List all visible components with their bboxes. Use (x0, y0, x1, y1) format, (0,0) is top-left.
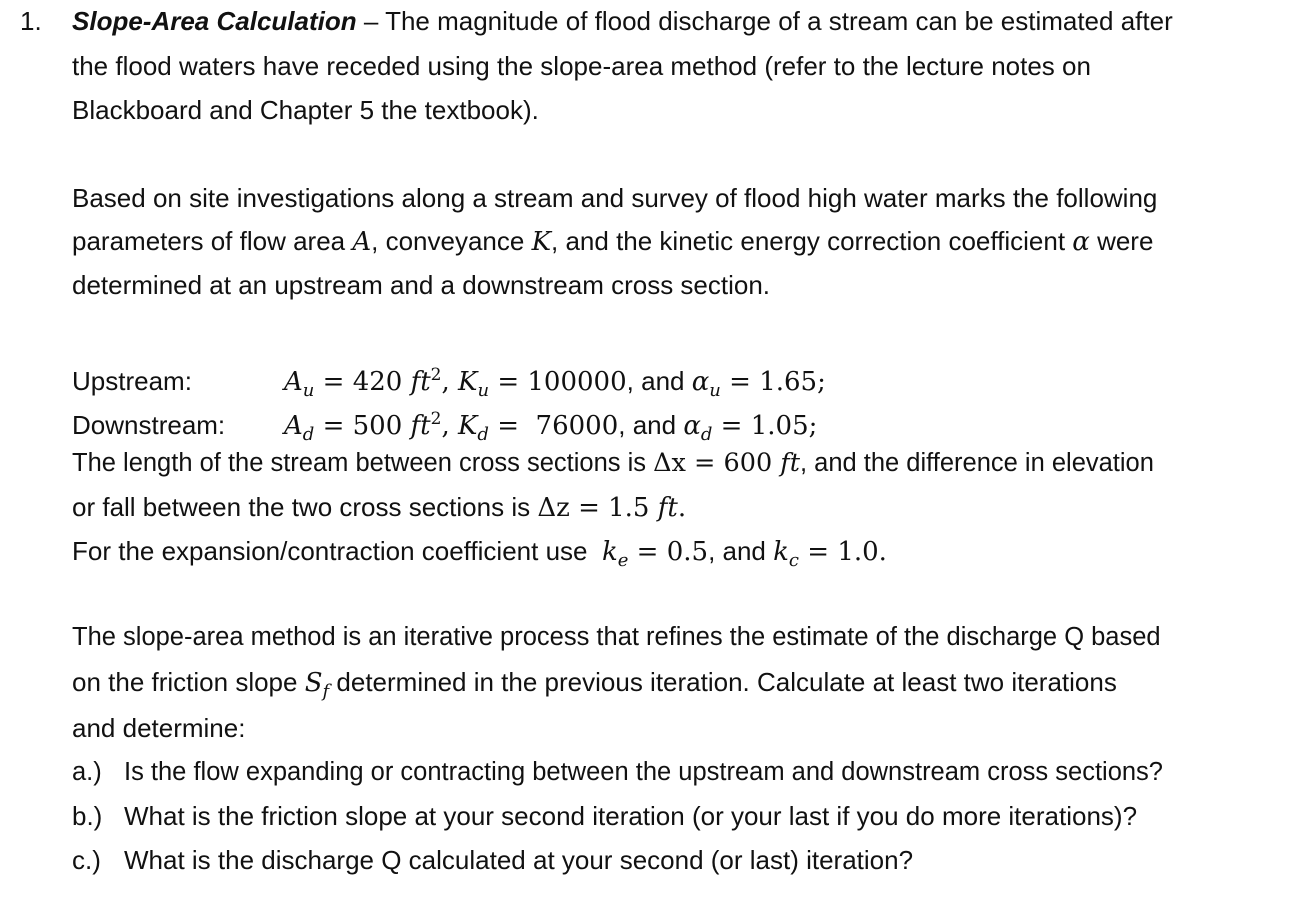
exponent: 2 (430, 409, 442, 429)
area-symbol: A (284, 367, 303, 397)
exponent: 2 (430, 365, 442, 385)
unit: ft (410, 367, 431, 397)
ke-value: 0.5 (666, 537, 709, 567)
text-segment: The length of the stream between cross sections is (72, 449, 654, 477)
question-text: Is the flow expanding or contracting between the upstream and downstream cross sections? (124, 758, 1163, 786)
site-investigation-line-3: determined at an upstream and a downstream cross section. (72, 270, 771, 300)
upstream-label: Upstream: (72, 366, 192, 396)
downstream-label: Downstream: (72, 410, 226, 440)
site-investigation-line-2 (72, 224, 1153, 259)
conveyance-symbol: K (458, 367, 478, 397)
subscript: d (700, 424, 713, 445)
k-symbol: k (773, 537, 789, 567)
conveyance-symbol: K (457, 411, 478, 441)
intro-line-1 (72, 4, 1173, 38)
subscript: d (302, 424, 315, 445)
area-symbol: A (284, 411, 303, 441)
equals: = (720, 367, 760, 397)
intro-line-2: the flood waters have receded using the slope-area method (refer to the lecture notes on (72, 51, 1091, 81)
text-segment: , and (708, 536, 774, 566)
subscript: e (617, 550, 629, 571)
unit: ft (780, 448, 800, 478)
question-c (72, 843, 913, 877)
text-segment: For the expansion/contraction coefficient use (72, 536, 602, 566)
equals: = (314, 411, 353, 441)
delta-x-expression: Δx = 600 (653, 448, 781, 478)
stream-length-line (72, 446, 1154, 480)
text-segment: , and (626, 366, 692, 396)
subscript: u (477, 380, 490, 401)
question-b (72, 799, 1137, 833)
text-segment: , and the difference in elevation (799, 449, 1154, 477)
problem-number: 1. (20, 6, 42, 36)
equals: = (628, 537, 667, 567)
subscript: u (302, 380, 315, 401)
text-segment: on the friction slope (72, 667, 305, 697)
upstream-k-value: 100000 (527, 367, 627, 397)
equals: = (314, 367, 353, 397)
period: . (677, 493, 687, 523)
iteration-line-3: and determine: (72, 713, 246, 743)
question-text: What is the friction slope at your second iteration (or your last if you do more iterations)? (124, 801, 1138, 831)
equals: = (488, 411, 528, 441)
kc-value: 1.0. (837, 537, 887, 567)
text-segment: parameters of flow area (72, 226, 353, 256)
stream-fall-line (72, 490, 686, 525)
intro-line-3: Blackboard and Chapter 5 the textbook). (72, 95, 539, 125)
coefficient-line (72, 534, 887, 578)
unit: ft (657, 493, 678, 523)
subscript: f (322, 681, 330, 702)
downstream-area-value: 500 (352, 411, 411, 441)
delta-z-expression: Δz = 1.5 (537, 493, 658, 523)
alpha-symbol: α (683, 411, 701, 441)
downstream-alpha-value: 1.05; (750, 411, 818, 441)
question-letter: b.) (72, 801, 103, 831)
upstream-area-value: 420 (352, 367, 411, 397)
equals: = (712, 411, 751, 441)
problem-title: Slope-Area Calculation (72, 6, 357, 36)
equals: = (489, 367, 528, 397)
subscript: d (477, 424, 489, 445)
k-symbol: k (601, 537, 618, 567)
text-segment: , and (618, 410, 684, 440)
symbol-conveyance: K (531, 227, 552, 257)
upstream-row: Upstream: $A_u = 420$ $ft^2$, $K_u = 100000$, and $\alpha_u = 1.65$; (72, 365, 826, 401)
question-letter: a.) (72, 758, 102, 786)
downstream-k-value: 76000 (527, 411, 619, 441)
symbol-area: A (352, 227, 372, 257)
equals: = (798, 537, 838, 567)
upstream-alpha-value: 1.65; (759, 367, 826, 397)
text-segment: , conveyance (371, 226, 532, 256)
site-investigation-line-1: Based on site investigations along a stream and survey of flood high water marks the following (72, 183, 1158, 213)
alpha-symbol: α (691, 367, 710, 397)
downstream-row: Downstream: $A_d = 500$ $ft^2$, $K_d = 76000$, and $\alpha_d = 1.05$; (72, 409, 818, 445)
subscript: u (709, 380, 721, 401)
symbol-alpha: α (1072, 227, 1090, 257)
text-segment: , and the kinetic energy correction coefficient (551, 226, 1073, 256)
friction-slope-symbol: S (304, 668, 323, 698)
text-segment: were (1089, 226, 1154, 256)
question-text: What is the discharge Q calculated at your second (or last) iteration? (124, 845, 914, 875)
text-segment: or fall between the two cross sections is (72, 492, 538, 522)
text-segment: determined in the previous iteration. Calculate at least two iterations (329, 667, 1117, 697)
iteration-line-2 (72, 665, 1117, 709)
question-a (72, 755, 1163, 789)
question-letter: c.) (72, 845, 101, 875)
intro-text-1: – The magnitude of flood discharge of a stream can be estimated after (356, 6, 1173, 36)
iteration-line-1: The slope-area method is an iterative process that refines the estimate of the discharge Q based (72, 623, 1161, 651)
unit: ft (410, 411, 431, 441)
subscript: c (788, 550, 799, 571)
